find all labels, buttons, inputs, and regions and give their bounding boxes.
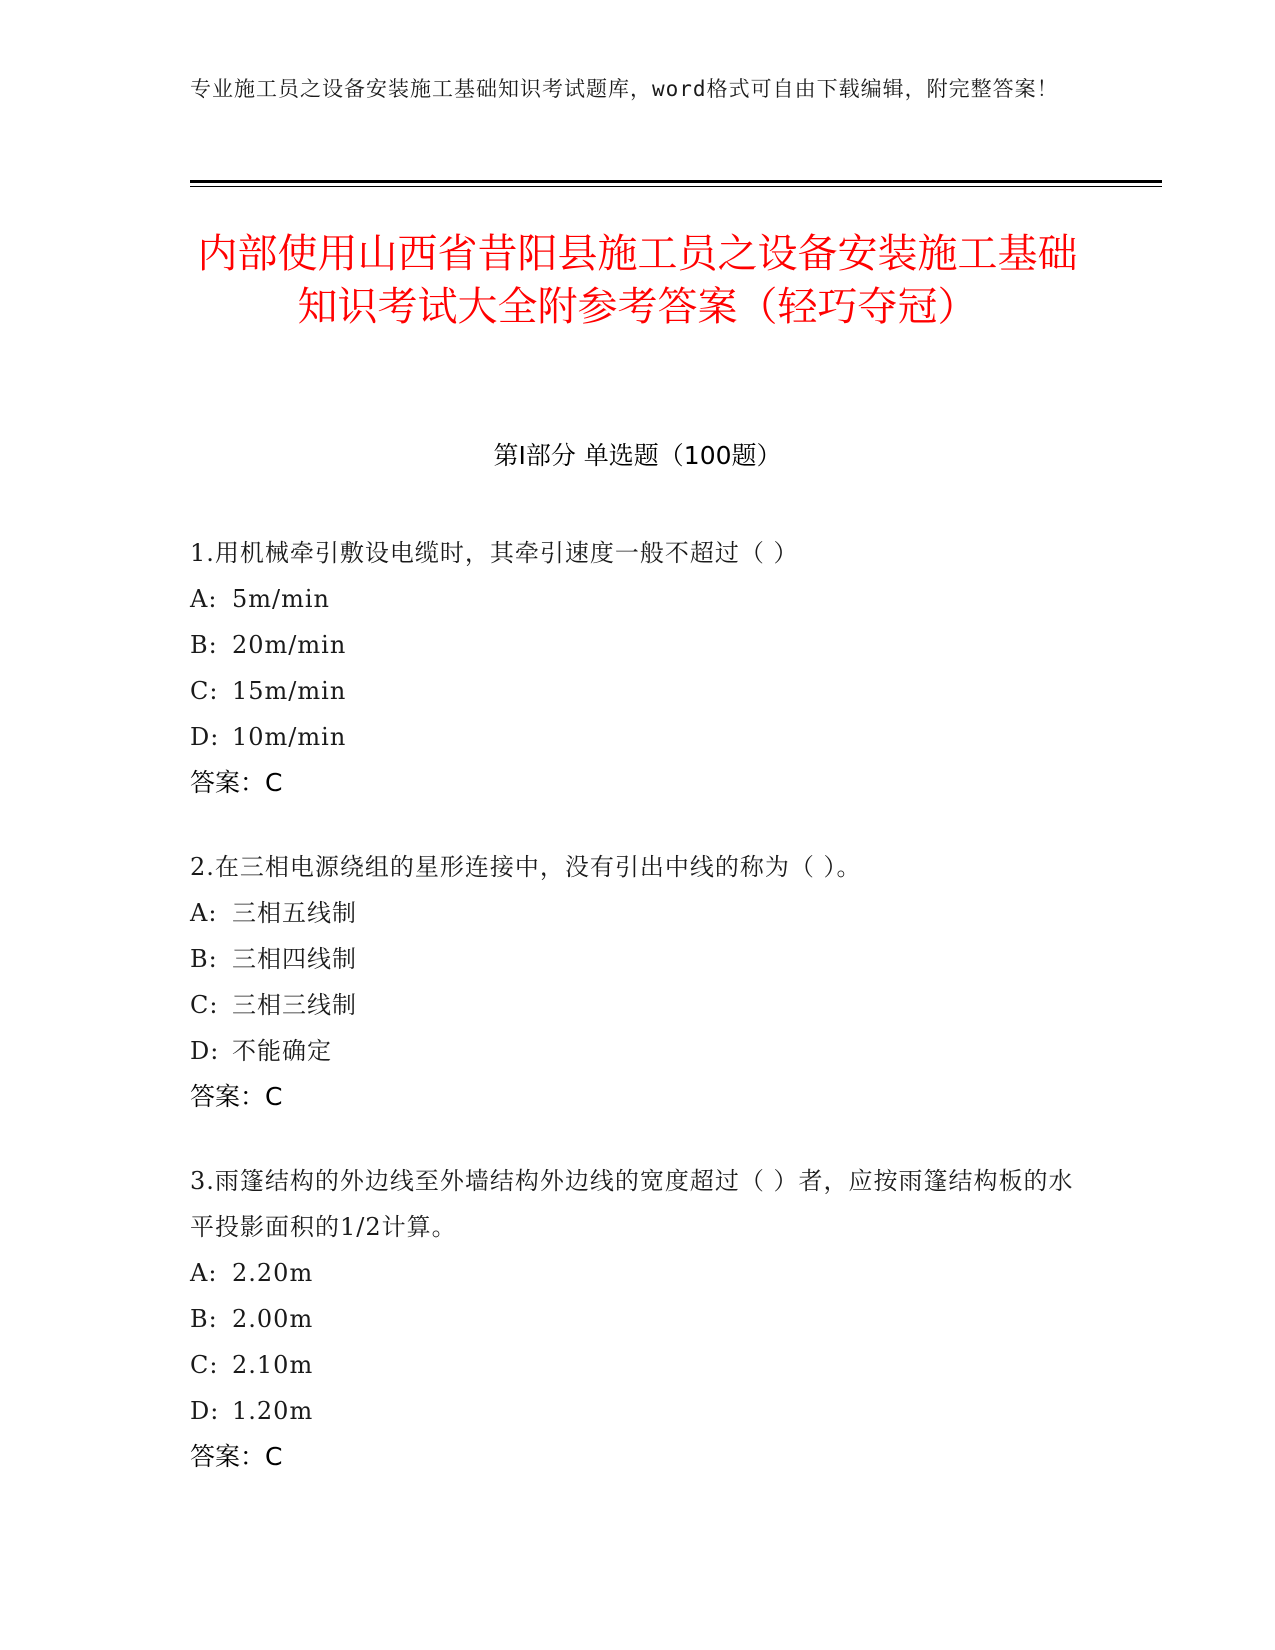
question-stem: 2.在三相电源绕组的星形连接中，没有引出中线的称为（ ）。	[190, 853, 862, 881]
option-text: 三相三线制	[232, 991, 357, 1019]
answer: 答案：C	[190, 768, 283, 797]
question-stem: 3.雨篷结构的外边线至外墙结构外边线的宽度超过（ ）者，应按雨篷结构板的水平投影面积的1/2计算。	[190, 1167, 1074, 1241]
option-text: 三相五线制	[232, 899, 357, 927]
header-rule-thin	[190, 186, 1162, 187]
option-c	[190, 1342, 1085, 1388]
question-stem: 1.用机械牵引敷设电缆时，其牵引速度一般不超过（ ）	[190, 539, 799, 567]
header-note: 专业施工员之设备安装施工基础知识考试题库，word格式可自由下载编辑，附完整答案！	[190, 77, 1059, 101]
option-letter: B:	[190, 631, 218, 659]
option-letter: A:	[190, 899, 218, 927]
section-title: 第Ⅰ部分 单选题（100题）	[493, 441, 782, 470]
option-text: 1.20m	[232, 1397, 314, 1425]
option-letter: B:	[190, 1305, 218, 1333]
option-d	[190, 714, 1085, 760]
header-rule-thick	[190, 180, 1162, 183]
option-c	[190, 668, 1085, 714]
option-c	[190, 982, 1085, 1028]
option-letter: C:	[190, 677, 219, 705]
option-letter: A:	[190, 585, 218, 613]
answer: 答案：C	[190, 1082, 283, 1111]
question-2	[190, 844, 1085, 1120]
option-letter: C:	[190, 991, 219, 1019]
option-text: 20m/min	[232, 631, 347, 659]
option-letter: C:	[190, 1351, 219, 1379]
option-letter: D:	[190, 1037, 220, 1065]
question-1	[190, 530, 1085, 806]
option-letter: A:	[190, 1259, 218, 1287]
option-letter: D:	[190, 1397, 220, 1425]
answer: 答案：C	[190, 1442, 283, 1471]
option-a	[190, 890, 1085, 936]
option-d	[190, 1388, 1085, 1434]
option-text: 2.00m	[232, 1305, 314, 1333]
option-a	[190, 576, 1085, 622]
question-3	[190, 1158, 1085, 1480]
option-text: 不能确定	[232, 1037, 332, 1065]
option-d	[190, 1028, 1085, 1074]
option-text: 2.20m	[232, 1259, 314, 1287]
option-text: 2.10m	[232, 1351, 314, 1379]
document-title: 内部使用山西省昔阳县施工员之设备安装施工基础知识考试大全附参考答案（轻巧夺冠）	[197, 231, 1078, 330]
option-b	[190, 1296, 1085, 1342]
option-text: 5m/min	[232, 585, 331, 613]
option-letter: D:	[190, 723, 220, 751]
option-b	[190, 936, 1085, 982]
question-list	[190, 530, 1085, 1518]
option-text: 三相四线制	[232, 945, 357, 973]
option-a	[190, 1250, 1085, 1296]
option-text: 10m/min	[232, 723, 347, 751]
option-text: 15m/min	[232, 677, 347, 705]
option-b	[190, 622, 1085, 668]
option-letter: B:	[190, 945, 218, 973]
